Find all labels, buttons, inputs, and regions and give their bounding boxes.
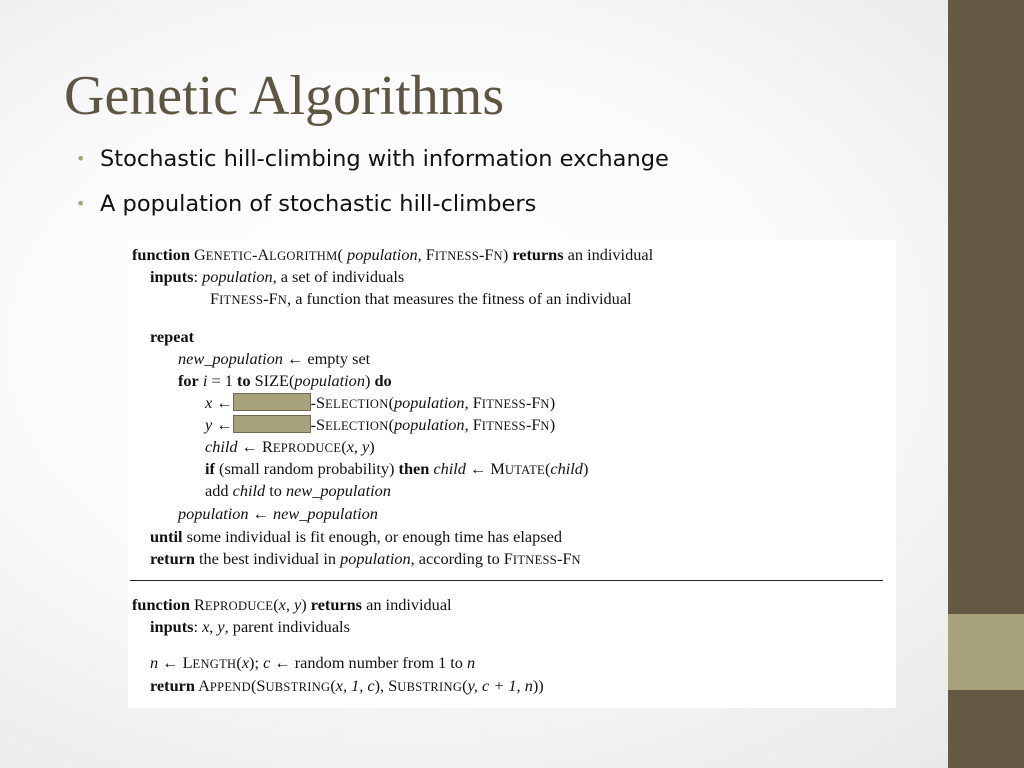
keyword-return: return	[150, 676, 195, 695]
ga-assign-line: population ← new_population	[178, 504, 378, 523]
bullet-item	[76, 144, 669, 174]
ga-reproduce-line: child ← REPRODUCE(x, y)	[205, 437, 375, 456]
param-fitness-fn: FITNESS-FN	[425, 245, 503, 264]
slide-title: Genetic Algorithms	[64, 65, 505, 127]
arrow-icon: ←	[216, 415, 233, 434]
bullet-text: A population of stochastic hill-climbers	[100, 191, 537, 217]
reproduce-inputs-line: inputs: x, y, parent individuals	[150, 617, 350, 636]
section-divider	[130, 580, 883, 581]
ga-return-line: return the best individual in population, according to FITNESS-FN	[150, 549, 581, 568]
ga-for-line: for i = 1 to SIZE(population) do	[178, 371, 392, 390]
keyword-repeat: repeat	[150, 327, 195, 346]
bullet-dot-icon: •	[76, 149, 86, 168]
redacted-box	[233, 393, 311, 411]
keyword-function: function	[132, 595, 190, 614]
keyword-inputs: inputs	[150, 267, 194, 286]
param-population: population	[347, 245, 418, 264]
arrow-icon: ←	[274, 653, 291, 672]
bullet-text: Stochastic hill-climbing with information exchange	[100, 146, 669, 172]
ga-inputs-line: inputs: population, a set of individuals	[150, 267, 405, 286]
arrow-icon: ←	[216, 393, 233, 412]
keyword-until: until	[150, 527, 183, 546]
ga-mutate-line: if (small random probability) then child ← MUTATE(child)	[205, 459, 589, 478]
bullet-list	[76, 144, 669, 234]
algorithm-figure	[128, 240, 896, 708]
keyword-then: then	[398, 459, 430, 478]
ga-inputs-line-2: FITNESS-FN, a function that measures the fitness of an individual	[210, 289, 632, 308]
ga-repeat-line	[150, 326, 194, 348]
keyword-returns: returns	[310, 595, 363, 614]
arrow-icon: ←	[162, 653, 179, 672]
redacted-box	[233, 415, 311, 433]
reproduce-return-line: return APPEND(SUBSTRING(x, 1, c), SUBSTRING(y, c + 1, n))	[150, 676, 544, 695]
fn-name: GENETIC-ALGORITHM	[193, 245, 338, 264]
keyword-returns: returns	[512, 245, 564, 264]
arrow-icon: ←	[241, 437, 258, 456]
arrow-icon: ←	[252, 504, 269, 523]
reproduce-length-line: n ← LENGTH(x); c ← random number from 1 to n	[150, 653, 476, 672]
ga-select-y-line: y ← -SELECTION(population, FITNESS-FN)	[205, 415, 556, 434]
keyword-inputs: inputs	[150, 617, 194, 636]
keyword-if: if	[205, 459, 215, 478]
side-accent-block	[948, 614, 1024, 690]
ga-until-line: until some individual is fit enough, or enough time has elapsed	[150, 527, 562, 546]
ga-select-x-line: x ← -SELECTION(population, FITNESS-FN)	[205, 393, 556, 412]
arrow-icon: ←	[470, 459, 487, 478]
ga-init-line: new_population ← empty set	[178, 349, 371, 368]
ga-signature-line: function GENETIC-ALGORITHM( population, FITNESS-FN) returns an individual	[132, 245, 654, 264]
keyword-do: do	[374, 371, 392, 390]
arrow-icon: ←	[287, 349, 304, 368]
bullet-dot-icon: •	[76, 194, 86, 213]
reproduce-signature-line: function REPRODUCE(x, y) returns an individual	[132, 595, 452, 614]
keyword-function: function	[132, 245, 190, 264]
bullet-item	[76, 189, 669, 219]
keyword-for: for	[178, 371, 199, 390]
ga-add-line: add child to new_population	[205, 481, 391, 500]
keyword-to: to	[236, 371, 251, 390]
keyword-return: return	[150, 549, 195, 568]
